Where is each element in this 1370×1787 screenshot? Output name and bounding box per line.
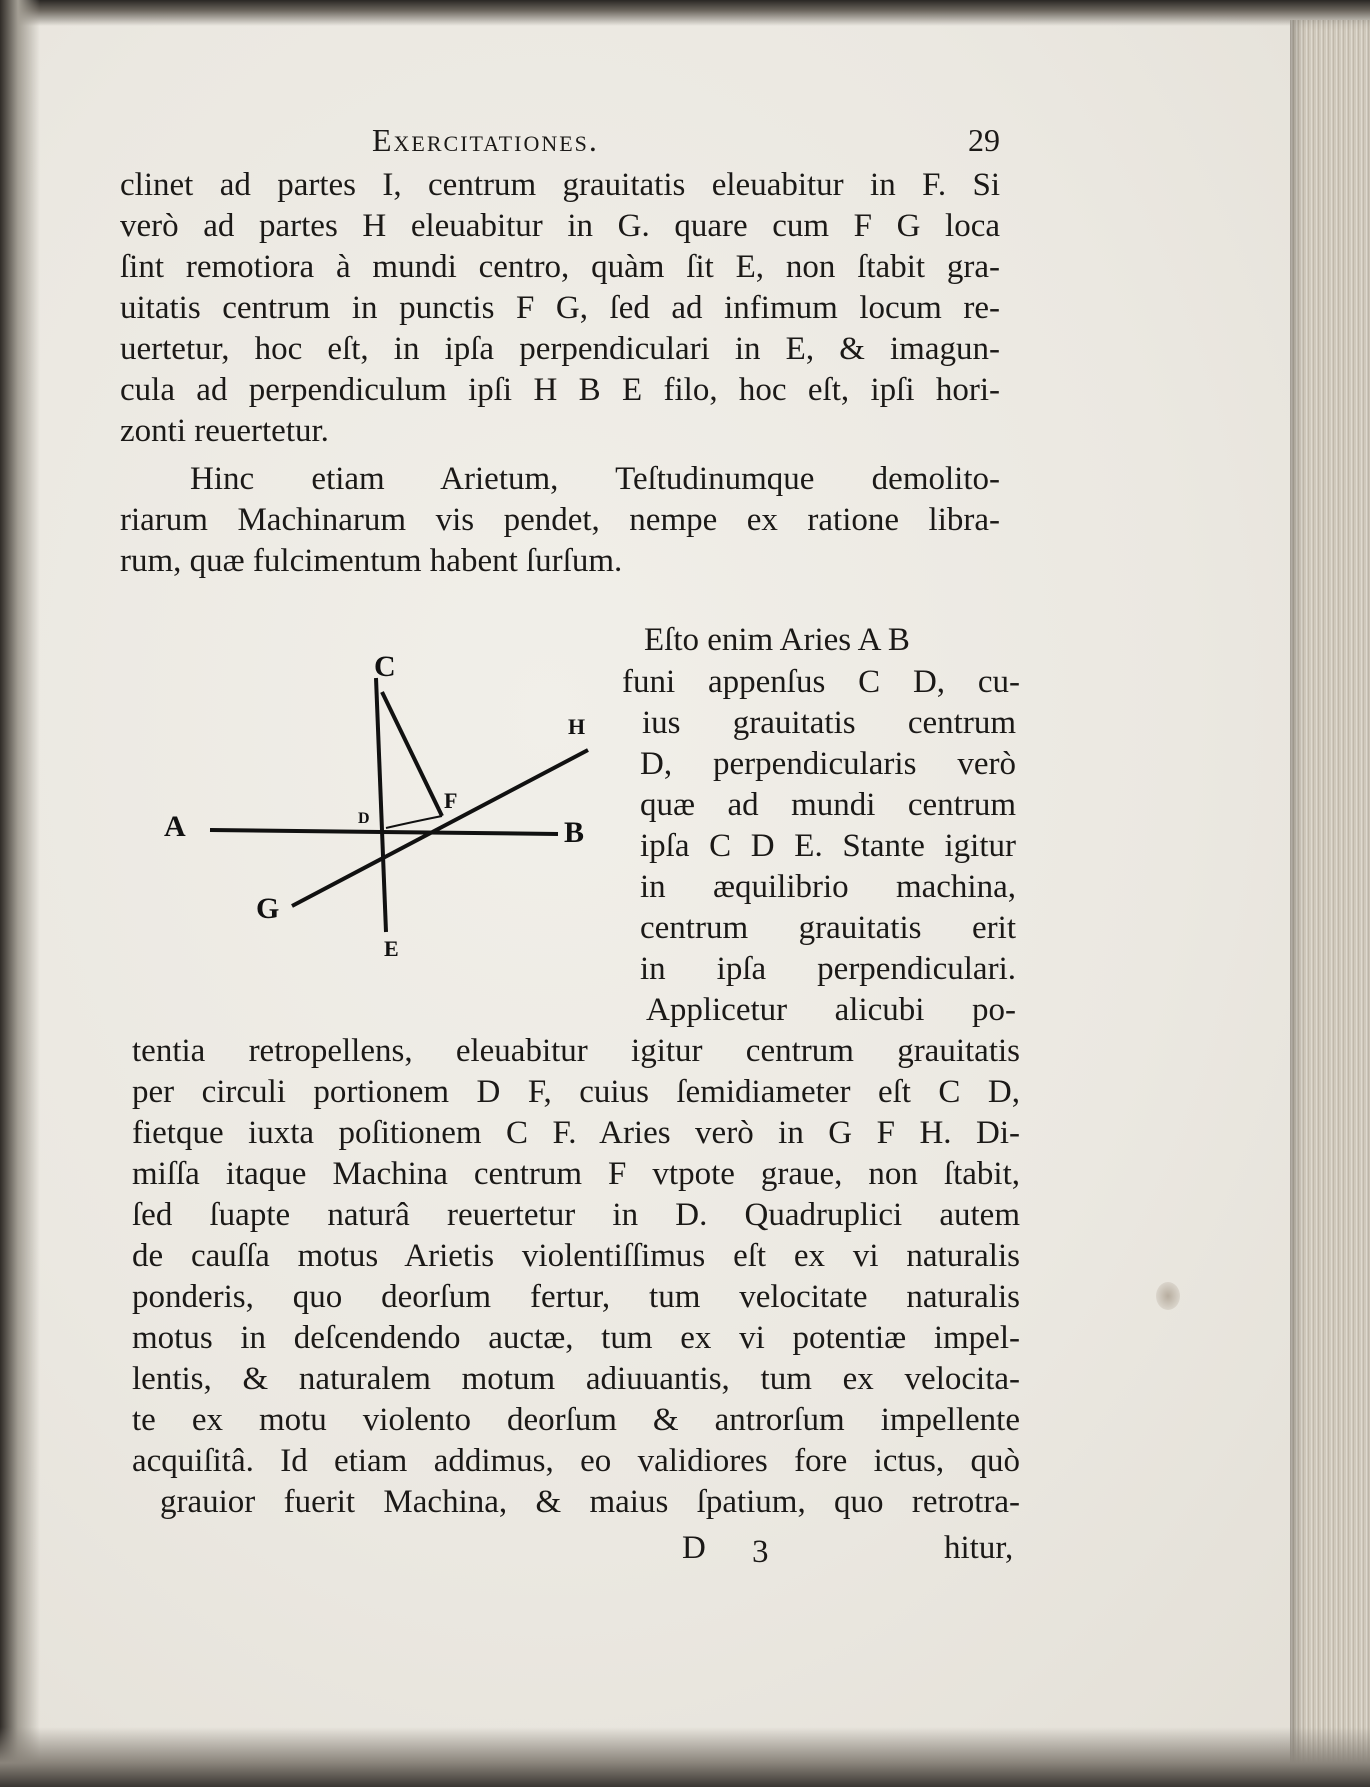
page-top-shadow (0, 0, 1370, 26)
label-a: A (164, 810, 186, 843)
text-line: ius grauitatis centrum (642, 705, 1016, 741)
text-line: per circuli portionem D F, cuius ſemidiameter eſt C D, (132, 1074, 1020, 1110)
gutter-shadow (0, 0, 40, 1787)
catchword: hitur, (944, 1530, 1014, 1566)
text-line: funi appenſus C D, cu- (622, 664, 1020, 700)
text-line: acquiſitâ. Id etiam addimus, eo validiores fore ictus, quò (132, 1443, 1020, 1479)
label-d: D (358, 810, 370, 827)
ram-inclined-line (292, 750, 588, 906)
text-line: ponderis, quo deorſum fertur, tum velocitate naturalis (132, 1279, 1020, 1315)
rope-line (382, 692, 442, 816)
perpendicular-line (376, 678, 386, 932)
text-line: miſſa itaque Machina centrum F vtpote graue, non ſtabit, (132, 1156, 1020, 1192)
label-f: F (444, 788, 458, 813)
text-line: tentia retropellens, eleuabitur igitur centrum grauitatis (132, 1033, 1020, 1069)
text-line: zonti reuertetur. (120, 413, 329, 449)
label-b: B (564, 816, 585, 849)
page-bottom-shadow (0, 1727, 1370, 1787)
text-line: verò ad partes H eleuabitur in G. quare cum F G loca (120, 208, 1000, 244)
label-e: E (384, 936, 399, 961)
text-line: centrum grauitatis erit (640, 910, 1016, 946)
arc-df (386, 816, 442, 828)
text-line: D, perpendicularis verò (640, 746, 1016, 782)
text-line: fietque iuxta poſitionem C F. Aries verò in G F H. Di- (132, 1115, 1020, 1151)
text-line: uertetur, hoc eſt, in ipſa perpendiculari in E, & imagun- (120, 331, 1000, 367)
label-h: H (568, 714, 586, 739)
text-line: lentis, & naturalem motum adiuuantis, tum ex velocita- (132, 1361, 1020, 1397)
signature-number: 3 (752, 1534, 769, 1570)
signature-mark: D (682, 1530, 706, 1566)
label-g: G (256, 892, 280, 925)
ram-diagram-svg (150, 650, 610, 970)
paper-stain (1156, 1282, 1180, 1310)
text-line: cula ad perpendiculum ipſi H B E filo, hoc eſt, ipſi hori- (120, 372, 1000, 408)
text-line: rum, quæ fulcimentum habent ſurſum. (120, 543, 623, 579)
ram-horizontal-line (210, 830, 558, 834)
label-c-top: C (374, 650, 396, 683)
text-line: ſed ſuapte naturâ reuertetur in D. Quadruplici autem (132, 1197, 1020, 1233)
text-line: de cauſſa motus Arietis violentiſſimus eſt ex vi naturalis (132, 1238, 1020, 1274)
text-line: ipſa C D E. Stante igitur (640, 828, 1016, 864)
text-line: in ipſa perpendiculari. (640, 951, 1016, 987)
text-line: te ex motu violento deorſum & antrorſum impellente (132, 1402, 1020, 1438)
running-head: Exercitationes. (372, 122, 599, 158)
text-line: ſint remotiora à mundi centro, quàm ſit E, non ſtabit gra- (120, 249, 1000, 285)
text-line: in æquilibrio machina, (640, 869, 1016, 905)
text-line: riarum Machinarum vis pendet, nempe ex ratione libra- (120, 502, 1000, 538)
text-line: quæ ad mundi centrum (640, 787, 1016, 823)
text-line: clinet ad partes I, centrum grauitatis eleuabitur in F. Si (120, 167, 1000, 203)
page-fore-edge (1290, 20, 1370, 1787)
text-line: Hinc etiam Arietum, Teſtudinumque demolito- (190, 461, 1000, 497)
text-line: motus in deſcendendo auctæ, tum ex vi potentiæ impel- (132, 1320, 1020, 1356)
text-line: uitatis centrum in punctis F G, ſed ad infimum locum re- (120, 290, 1000, 326)
page-number: 29 (968, 122, 1000, 158)
text-line: grauior fuerit Machina, & maius ſpatium, quo retrotra- (160, 1484, 1020, 1520)
text-line: Applicetur alicubi po- (646, 992, 1016, 1028)
text-line: Eſto enim Aries A B (644, 622, 910, 658)
ram-diagram (150, 650, 610, 970)
page-header (150, 122, 1000, 162)
